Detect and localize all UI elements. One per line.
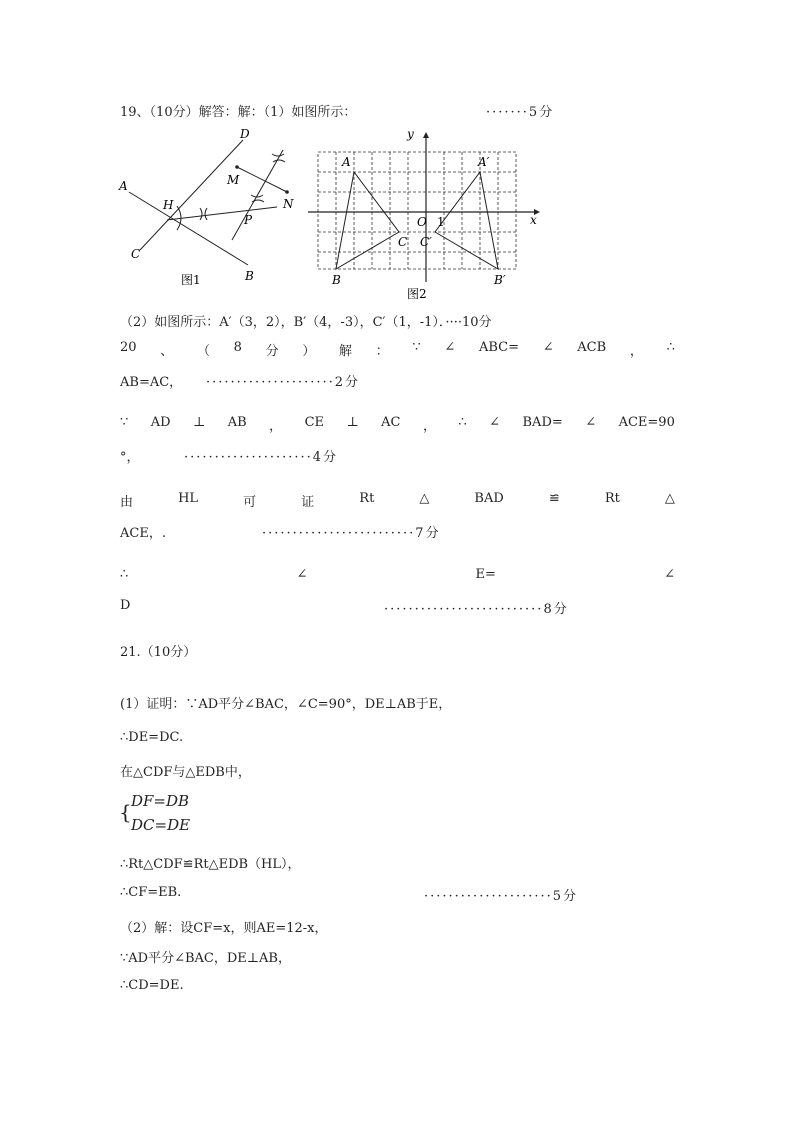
q21-l8: ∴CD=DE.: [120, 978, 184, 993]
q20-l1-t5: ）: [302, 344, 316, 359]
fig2-label-b-prime: B′: [494, 273, 506, 287]
q20-l3-t6: ⊥: [346, 415, 359, 430]
q21-l7: ∵AD平分∠BAC，DE⊥AB，: [120, 951, 291, 966]
q21-header: 21.（10分）: [120, 645, 197, 660]
fig2-label-x: x: [530, 213, 537, 227]
q20-l5-t4: Rt: [359, 491, 375, 506]
q20-line4: °，: [120, 450, 140, 465]
fig1-label-n: N: [283, 197, 294, 211]
fig2-caption: 图2: [407, 287, 427, 301]
q20-l1-t12: ACB: [577, 340, 607, 355]
q20-line8: D: [120, 598, 131, 613]
perp-bisector: [232, 150, 283, 240]
fig1-caption: 图1: [181, 273, 201, 287]
system-brace: {: [119, 800, 132, 824]
q20-line7: [120, 567, 675, 582]
q20-line1: [120, 340, 675, 359]
q20-l1-t0: 20: [120, 340, 137, 355]
figure-2: [298, 122, 548, 302]
fig1-label-b: B: [245, 269, 254, 283]
q20-l1-t9: ∠: [444, 340, 456, 355]
q21-l6: （2）解：设CF=x，则AE=12-x，: [120, 921, 328, 936]
q20-l3-t8: ，: [422, 419, 436, 434]
ray-hp: [167, 207, 277, 220]
fig2-label-a: A: [342, 155, 351, 169]
q20-l1-t11: ∠: [542, 340, 554, 355]
q21-sys2: DC=DE: [131, 816, 191, 834]
fig2-label-y: y: [407, 127, 414, 141]
q20-l5-t2: 可: [243, 495, 257, 510]
q20-l5-t0: 由: [120, 495, 134, 510]
q20-l7-t0: ∴: [120, 567, 129, 582]
q21-l2: ∴DE=DC.: [120, 730, 184, 745]
q20-l1-t7: ：: [375, 344, 389, 359]
q19-header: 19、（10分）解答：解：（1）如图所示：: [120, 105, 357, 120]
q20-l1-t6: 解: [339, 344, 353, 359]
q20-line8-dots: ··························8分: [384, 602, 569, 617]
q19-part2: （2）如图所示：A′（3，2），B′（4，-3），C′（1，-1）．····10分: [120, 315, 492, 330]
q21-l5: ∴CF=EB.: [120, 885, 182, 900]
q21-sys1: DF=DB: [131, 792, 190, 810]
q21-l4: ∴Rt△CDF≌Rt△EDB（HL），: [120, 857, 301, 872]
q20-line6: ACE，.: [120, 526, 166, 541]
fig1-label-m: M: [227, 173, 240, 187]
q20-line5: [120, 491, 675, 510]
q20-line2: AB=AC，: [120, 375, 183, 390]
fig1-label-h: H: [163, 198, 174, 212]
q20-l1-t3: 8: [233, 340, 242, 355]
grid: [318, 152, 516, 269]
q20-l5-t9: △: [664, 491, 675, 506]
line-ab: [129, 192, 248, 265]
q20-l5-t3: 证: [301, 495, 315, 510]
q20-l3-t3: AB: [227, 415, 247, 430]
q20-l3-t5: CE: [304, 415, 324, 430]
q20-l3-t1: AD: [150, 415, 171, 430]
fig1-label-a: A: [119, 179, 128, 193]
q20-l1-t1: 、: [160, 344, 174, 359]
q20-line3: [120, 415, 675, 434]
q20-l3-t0: ∵: [120, 415, 129, 430]
q20-line6-dots: ·························7分: [262, 526, 441, 541]
q21-l1: (1）证明：∵AD平分∠BAC，∠C=90°，DE⊥AB于E，: [120, 697, 452, 712]
q20-l3-t4: ，: [269, 419, 283, 434]
q20-l5-t5: △: [419, 491, 430, 506]
fig2-label-a-prime: A′: [478, 155, 490, 169]
q20-l1-t10: ABC=: [478, 340, 520, 355]
q21-l3: 在△CDF与△EDB中，: [120, 765, 251, 780]
q20-l7-t3: ∠: [664, 567, 675, 582]
q20-l3-t7: AC: [381, 415, 401, 430]
fig2-label-c: C: [398, 235, 408, 249]
q20-l3-t11: BAD=: [522, 415, 563, 430]
q20-l1-t14: ∴: [666, 340, 675, 355]
q20-l3-t12: ∠: [585, 415, 597, 430]
q20-l5-t1: HL: [178, 491, 199, 506]
segment-mn: [237, 167, 287, 192]
q20-l7-t2: E=: [475, 567, 496, 582]
fig1-label-c: C: [131, 247, 141, 261]
triangle-abc: [336, 172, 399, 269]
q19-score-dots: ·······5分: [486, 105, 555, 120]
q21-l5-dots: ·····················5分: [424, 889, 579, 904]
q20-l1-t4: 分: [265, 344, 279, 359]
line-cd: [140, 140, 243, 250]
fig2-label-b: B: [332, 273, 341, 287]
figure-1: [115, 122, 295, 292]
fig2-label-c-prime: C′: [420, 235, 432, 249]
q20-l7-t1: ∠: [296, 567, 308, 582]
q20-l3-t2: ⊥: [193, 415, 206, 430]
q20-l5-t8: Rt: [604, 491, 620, 506]
q20-l1-t8: ∵: [412, 340, 421, 355]
q20-l3-t13: ACE=90: [618, 415, 675, 430]
fig2-label-one: 1: [437, 215, 445, 229]
q20-line4-dots: ·····················4分: [184, 450, 339, 465]
q20-l5-t7: ≌: [548, 491, 560, 506]
q20-l5-t6: BAD: [474, 491, 504, 506]
fig1-label-d: D: [240, 127, 250, 141]
q20-line2-dots: ·····················2分: [206, 375, 361, 390]
q20-l1-t13: ，: [629, 344, 643, 359]
q20-l3-t9: ∴: [458, 415, 467, 430]
q20-l3-t10: ∠: [489, 415, 501, 430]
fig1-label-p: P: [244, 213, 253, 227]
q20-l1-t2: （: [196, 344, 210, 359]
fig2-label-o: O: [417, 215, 427, 229]
